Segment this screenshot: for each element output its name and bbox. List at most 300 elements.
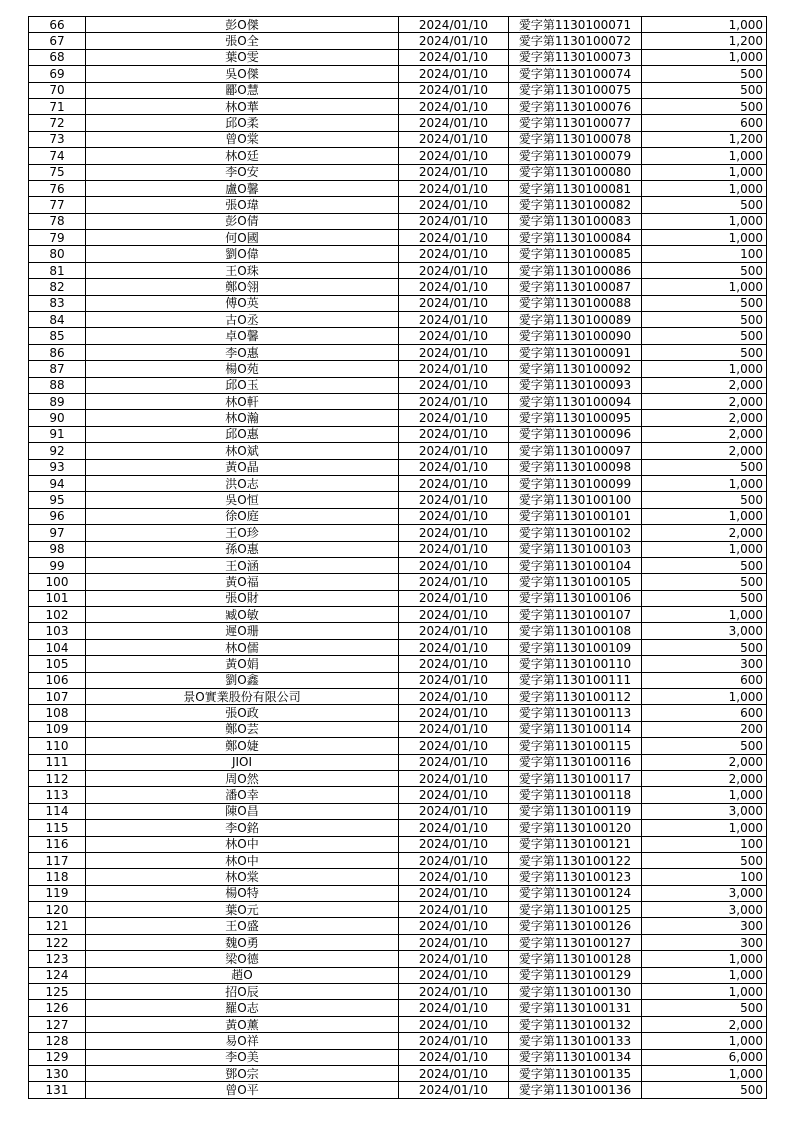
donation-date: 2024/01/10 — [399, 951, 509, 967]
donation-date: 2024/01/10 — [399, 574, 509, 590]
donor-name: 張O財 — [86, 590, 399, 606]
table-row — [29, 230, 767, 246]
donation-amount: 1,000 — [642, 508, 767, 524]
donor-name: 鄭O芸 — [86, 721, 399, 737]
table-row — [29, 820, 767, 836]
table-row — [29, 836, 767, 852]
donation-amount: 1,000 — [642, 689, 767, 705]
row-number: 97 — [29, 525, 86, 541]
donation-date: 2024/01/10 — [399, 492, 509, 508]
row-number: 96 — [29, 508, 86, 524]
receipt-number: 愛字第1130100136 — [509, 1082, 642, 1098]
receipt-number: 愛字第1130100125 — [509, 902, 642, 918]
donation-amount: 1,000 — [642, 984, 767, 1000]
donor-name: 遲O珊 — [86, 623, 399, 639]
row-number: 114 — [29, 803, 86, 819]
row-number: 82 — [29, 279, 86, 295]
donor-name: 曾O平 — [86, 1082, 399, 1098]
donation-date: 2024/01/10 — [399, 590, 509, 606]
donation-date: 2024/01/10 — [399, 902, 509, 918]
receipt-number: 愛字第1130100132 — [509, 1016, 642, 1032]
donation-amount: 2,000 — [642, 393, 767, 409]
table-row — [29, 574, 767, 590]
receipt-number: 愛字第1130100113 — [509, 705, 642, 721]
table-row — [29, 918, 767, 934]
row-number: 80 — [29, 246, 86, 262]
donor-name: 張O全 — [86, 33, 399, 49]
table-row — [29, 246, 767, 262]
donation-date: 2024/01/10 — [399, 607, 509, 623]
row-number: 67 — [29, 33, 86, 49]
donor-name: 招O辰 — [86, 984, 399, 1000]
table-row — [29, 131, 767, 147]
donation-date: 2024/01/10 — [399, 1033, 509, 1049]
donation-amount: 500 — [642, 492, 767, 508]
table-row — [29, 98, 767, 114]
table-row — [29, 721, 767, 737]
receipt-number: 愛字第1130100088 — [509, 295, 642, 311]
donor-name: 黃O福 — [86, 574, 399, 590]
donation-date: 2024/01/10 — [399, 1016, 509, 1032]
donation-amount: 6,000 — [642, 1049, 767, 1065]
row-number: 86 — [29, 344, 86, 360]
receipt-number: 愛字第1130100104 — [509, 557, 642, 573]
donation-amount: 500 — [642, 557, 767, 573]
donation-amount: 2,000 — [642, 754, 767, 770]
donation-amount: 1,000 — [642, 541, 767, 557]
donation-amount: 500 — [642, 98, 767, 114]
donation-date: 2024/01/10 — [399, 115, 509, 131]
table-row — [29, 639, 767, 655]
receipt-number: 愛字第1130100095 — [509, 410, 642, 426]
donation-amount: 1,000 — [642, 148, 767, 164]
row-number: 91 — [29, 426, 86, 442]
donation-amount: 2,000 — [642, 410, 767, 426]
row-number: 73 — [29, 131, 86, 147]
table-row — [29, 49, 767, 65]
row-number: 98 — [29, 541, 86, 557]
table-row — [29, 1066, 767, 1082]
donation-amount: 500 — [642, 66, 767, 82]
donation-amount: 200 — [642, 721, 767, 737]
table-row — [29, 525, 767, 541]
receipt-number: 愛字第1130100127 — [509, 934, 642, 950]
donation-amount: 1,000 — [642, 967, 767, 983]
donation-date: 2024/01/10 — [399, 623, 509, 639]
donation-amount: 100 — [642, 836, 767, 852]
donor-name: 楊O特 — [86, 885, 399, 901]
donation-date: 2024/01/10 — [399, 459, 509, 475]
donation-amount: 2,000 — [642, 426, 767, 442]
table-row — [29, 607, 767, 623]
receipt-number: 愛字第1130100097 — [509, 443, 642, 459]
table-row — [29, 672, 767, 688]
table-row — [29, 213, 767, 229]
receipt-number: 愛字第1130100121 — [509, 836, 642, 852]
donation-date: 2024/01/10 — [399, 426, 509, 442]
donor-name: 洪O志 — [86, 475, 399, 491]
donation-date: 2024/01/10 — [399, 66, 509, 82]
row-number: 72 — [29, 115, 86, 131]
table-row — [29, 803, 767, 819]
table-row — [29, 656, 767, 672]
donation-amount: 1,000 — [642, 17, 767, 33]
donor-name: 臧O敏 — [86, 607, 399, 623]
table-row — [29, 17, 767, 33]
table-row — [29, 459, 767, 475]
receipt-number: 愛字第1130100086 — [509, 262, 642, 278]
receipt-number: 愛字第1130100071 — [509, 17, 642, 33]
receipt-number: 愛字第1130100077 — [509, 115, 642, 131]
donation-date: 2024/01/10 — [399, 508, 509, 524]
row-number: 128 — [29, 1033, 86, 1049]
table-row — [29, 492, 767, 508]
donor-name: 鄭O婕 — [86, 738, 399, 754]
table-row — [29, 33, 767, 49]
donation-date: 2024/01/10 — [399, 1066, 509, 1082]
receipt-number: 愛字第1130100091 — [509, 344, 642, 360]
donation-amount: 500 — [642, 262, 767, 278]
donation-date: 2024/01/10 — [399, 197, 509, 213]
donation-date: 2024/01/10 — [399, 230, 509, 246]
donor-name: 黃O晶 — [86, 459, 399, 475]
donation-date: 2024/01/10 — [399, 49, 509, 65]
row-number: 103 — [29, 623, 86, 639]
receipt-number: 愛字第1130100090 — [509, 328, 642, 344]
receipt-number: 愛字第1130100122 — [509, 852, 642, 868]
donation-amount: 2,000 — [642, 377, 767, 393]
table-row — [29, 115, 767, 131]
table-row — [29, 852, 767, 868]
donation-amount: 1,200 — [642, 33, 767, 49]
table-row — [29, 475, 767, 491]
row-number: 78 — [29, 213, 86, 229]
donation-amount: 1,000 — [642, 475, 767, 491]
donation-date: 2024/01/10 — [399, 98, 509, 114]
table-row — [29, 443, 767, 459]
receipt-number: 愛字第1130100133 — [509, 1033, 642, 1049]
donor-name: 林O中 — [86, 852, 399, 868]
donor-name: 王O盛 — [86, 918, 399, 934]
donation-date: 2024/01/10 — [399, 328, 509, 344]
row-number: 87 — [29, 361, 86, 377]
donation-date: 2024/01/10 — [399, 312, 509, 328]
row-number: 127 — [29, 1016, 86, 1032]
donor-name: 徐O庭 — [86, 508, 399, 524]
receipt-number: 愛字第1130100084 — [509, 230, 642, 246]
donation-date: 2024/01/10 — [399, 443, 509, 459]
donation-amount: 500 — [642, 295, 767, 311]
receipt-number: 愛字第1130100076 — [509, 98, 642, 114]
row-number: 112 — [29, 770, 86, 786]
row-number: 111 — [29, 754, 86, 770]
receipt-number: 愛字第1130100101 — [509, 508, 642, 524]
donation-date: 2024/01/10 — [399, 803, 509, 819]
donation-amount: 1,000 — [642, 787, 767, 803]
table-row — [29, 738, 767, 754]
receipt-number: 愛字第1130100116 — [509, 754, 642, 770]
receipt-number: 愛字第1130100074 — [509, 66, 642, 82]
receipt-number: 愛字第1130100107 — [509, 607, 642, 623]
donor-name: JIOI — [86, 754, 399, 770]
receipt-number: 愛字第1130100094 — [509, 393, 642, 409]
donation-amount: 500 — [642, 197, 767, 213]
donation-amount: 500 — [642, 328, 767, 344]
donation-date: 2024/01/10 — [399, 705, 509, 721]
table-body — [29, 17, 767, 1099]
receipt-number: 愛字第1130100096 — [509, 426, 642, 442]
receipt-number: 愛字第1130100080 — [509, 164, 642, 180]
donation-date: 2024/01/10 — [399, 148, 509, 164]
row-number: 95 — [29, 492, 86, 508]
donation-date: 2024/01/10 — [399, 639, 509, 655]
donation-amount: 300 — [642, 656, 767, 672]
table-row — [29, 295, 767, 311]
row-number: 83 — [29, 295, 86, 311]
donation-date: 2024/01/10 — [399, 869, 509, 885]
row-number: 120 — [29, 902, 86, 918]
table-row — [29, 82, 767, 98]
donation-amount: 1,000 — [642, 951, 767, 967]
donor-name: 劉O鑫 — [86, 672, 399, 688]
row-number: 130 — [29, 1066, 86, 1082]
row-number: 94 — [29, 475, 86, 491]
row-number: 101 — [29, 590, 86, 606]
donation-date: 2024/01/10 — [399, 721, 509, 737]
donation-date: 2024/01/10 — [399, 918, 509, 934]
donation-date: 2024/01/10 — [399, 164, 509, 180]
table-row — [29, 689, 767, 705]
donation-amount: 500 — [642, 852, 767, 868]
donor-name: 張O瑋 — [86, 197, 399, 213]
donation-amount: 1,000 — [642, 607, 767, 623]
row-number: 115 — [29, 820, 86, 836]
table-row — [29, 754, 767, 770]
donor-name: 酈O慧 — [86, 82, 399, 98]
donor-name: 黃O娟 — [86, 656, 399, 672]
row-number: 89 — [29, 393, 86, 409]
donation-amount: 500 — [642, 574, 767, 590]
donation-amount: 3,000 — [642, 885, 767, 901]
receipt-number: 愛字第1130100124 — [509, 885, 642, 901]
table-row — [29, 279, 767, 295]
row-number: 125 — [29, 984, 86, 1000]
table-row — [29, 770, 767, 786]
donor-name: 陳O昌 — [86, 803, 399, 819]
donor-name: 易O祥 — [86, 1033, 399, 1049]
row-number: 124 — [29, 967, 86, 983]
donor-name: 李O安 — [86, 164, 399, 180]
receipt-number: 愛字第1130100111 — [509, 672, 642, 688]
donation-amount: 1,000 — [642, 361, 767, 377]
donation-amount: 500 — [642, 1000, 767, 1016]
donation-amount: 500 — [642, 344, 767, 360]
table-row — [29, 377, 767, 393]
row-number: 84 — [29, 312, 86, 328]
donor-name: 李O銘 — [86, 820, 399, 836]
donation-date: 2024/01/10 — [399, 820, 509, 836]
donation-date: 2024/01/10 — [399, 1000, 509, 1016]
donor-name: 魏O勇 — [86, 934, 399, 950]
donor-name: 卓O馨 — [86, 328, 399, 344]
table-row — [29, 934, 767, 950]
donation-amount: 1,000 — [642, 213, 767, 229]
donation-amount: 600 — [642, 705, 767, 721]
donor-name: 林O軒 — [86, 393, 399, 409]
donation-date: 2024/01/10 — [399, 393, 509, 409]
donor-name: 鄭O翎 — [86, 279, 399, 295]
donor-name: 潘O幸 — [86, 787, 399, 803]
donor-name: 邱O玉 — [86, 377, 399, 393]
row-number: 129 — [29, 1049, 86, 1065]
receipt-number: 愛字第1130100123 — [509, 869, 642, 885]
row-number: 77 — [29, 197, 86, 213]
table-row — [29, 361, 767, 377]
row-number: 105 — [29, 656, 86, 672]
donation-amount: 500 — [642, 738, 767, 754]
table-row — [29, 344, 767, 360]
donor-name: 葉O雯 — [86, 49, 399, 65]
donation-amount: 2,000 — [642, 443, 767, 459]
donor-name: 王O涵 — [86, 557, 399, 573]
receipt-number: 愛字第1130100112 — [509, 689, 642, 705]
donation-amount: 1,000 — [642, 279, 767, 295]
donation-amount: 3,000 — [642, 902, 767, 918]
donation-date: 2024/01/10 — [399, 213, 509, 229]
row-number: 74 — [29, 148, 86, 164]
donor-name: 王O珍 — [86, 525, 399, 541]
donor-name: 吳O傑 — [86, 66, 399, 82]
donation-date: 2024/01/10 — [399, 967, 509, 983]
table-row — [29, 541, 767, 557]
receipt-number: 愛字第1130100082 — [509, 197, 642, 213]
receipt-number: 愛字第1130100118 — [509, 787, 642, 803]
donation-date: 2024/01/10 — [399, 17, 509, 33]
receipt-number: 愛字第1130100085 — [509, 246, 642, 262]
row-number: 113 — [29, 787, 86, 803]
receipt-number: 愛字第1130100102 — [509, 525, 642, 541]
donor-name: 李O惠 — [86, 344, 399, 360]
table-row — [29, 312, 767, 328]
row-number: 99 — [29, 557, 86, 573]
receipt-number: 愛字第1130100105 — [509, 574, 642, 590]
row-number: 118 — [29, 869, 86, 885]
receipt-number: 愛字第1130100098 — [509, 459, 642, 475]
row-number: 123 — [29, 951, 86, 967]
table-row — [29, 426, 767, 442]
donation-date: 2024/01/10 — [399, 836, 509, 852]
donation-amount: 500 — [642, 639, 767, 655]
donor-name: 邱O柔 — [86, 115, 399, 131]
donation-date: 2024/01/10 — [399, 672, 509, 688]
donation-amount: 3,000 — [642, 803, 767, 819]
donation-amount: 1,000 — [642, 820, 767, 836]
table-row — [29, 902, 767, 918]
donation-date: 2024/01/10 — [399, 410, 509, 426]
donor-name: 曾O棠 — [86, 131, 399, 147]
receipt-number: 愛字第1130100131 — [509, 1000, 642, 1016]
donation-amount: 1,000 — [642, 1033, 767, 1049]
donation-amount: 2,000 — [642, 770, 767, 786]
row-number: 76 — [29, 180, 86, 196]
donor-name: 彭O倩 — [86, 213, 399, 229]
donor-name: 林O棠 — [86, 869, 399, 885]
donation-amount: 300 — [642, 934, 767, 950]
donation-amount: 300 — [642, 918, 767, 934]
donor-name: 林O瀚 — [86, 410, 399, 426]
receipt-number: 愛字第1130100106 — [509, 590, 642, 606]
table-row — [29, 508, 767, 524]
donor-name: 何O國 — [86, 230, 399, 246]
donation-amount: 2,000 — [642, 525, 767, 541]
row-number: 110 — [29, 738, 86, 754]
receipt-number: 愛字第1130100081 — [509, 180, 642, 196]
donation-date: 2024/01/10 — [399, 885, 509, 901]
row-number: 88 — [29, 377, 86, 393]
donor-name: 葉O元 — [86, 902, 399, 918]
receipt-number: 愛字第1130100089 — [509, 312, 642, 328]
row-number: 71 — [29, 98, 86, 114]
donation-amount: 2,000 — [642, 1016, 767, 1032]
row-number: 116 — [29, 836, 86, 852]
donation-amount: 100 — [642, 246, 767, 262]
donor-name: 吳O恒 — [86, 492, 399, 508]
donation-amount: 1,000 — [642, 1066, 767, 1082]
row-number: 85 — [29, 328, 86, 344]
receipt-number: 愛字第1130100114 — [509, 721, 642, 737]
row-number: 109 — [29, 721, 86, 737]
donation-amount: 3,000 — [642, 623, 767, 639]
donation-amount: 600 — [642, 115, 767, 131]
table-row — [29, 197, 767, 213]
donation-date: 2024/01/10 — [399, 787, 509, 803]
receipt-number: 愛字第1130100135 — [509, 1066, 642, 1082]
row-number: 131 — [29, 1082, 86, 1098]
donor-name: 孫O惠 — [86, 541, 399, 557]
table-row — [29, 1082, 767, 1098]
receipt-number: 愛字第1130100083 — [509, 213, 642, 229]
table-row — [29, 1016, 767, 1032]
row-number: 104 — [29, 639, 86, 655]
donation-amount: 500 — [642, 590, 767, 606]
receipt-number: 愛字第1130100134 — [509, 1049, 642, 1065]
table-row — [29, 393, 767, 409]
table-row — [29, 590, 767, 606]
table-row — [29, 410, 767, 426]
table-row — [29, 66, 767, 82]
table-row — [29, 1033, 767, 1049]
donation-amount: 1,000 — [642, 164, 767, 180]
donation-date: 2024/01/10 — [399, 131, 509, 147]
row-number: 90 — [29, 410, 86, 426]
donation-date: 2024/01/10 — [399, 377, 509, 393]
donation-date: 2024/01/10 — [399, 344, 509, 360]
receipt-number: 愛字第1130100110 — [509, 656, 642, 672]
donor-name: 邱O惠 — [86, 426, 399, 442]
donation-date: 2024/01/10 — [399, 295, 509, 311]
table-row — [29, 180, 767, 196]
row-number: 93 — [29, 459, 86, 475]
receipt-number: 愛字第1130100073 — [509, 49, 642, 65]
donation-date: 2024/01/10 — [399, 475, 509, 491]
donor-name: 傅O英 — [86, 295, 399, 311]
row-number: 108 — [29, 705, 86, 721]
donation-date: 2024/01/10 — [399, 984, 509, 1000]
donation-amount: 600 — [642, 672, 767, 688]
receipt-number: 愛字第1130100079 — [509, 148, 642, 164]
row-number: 70 — [29, 82, 86, 98]
donation-amount: 1,000 — [642, 49, 767, 65]
